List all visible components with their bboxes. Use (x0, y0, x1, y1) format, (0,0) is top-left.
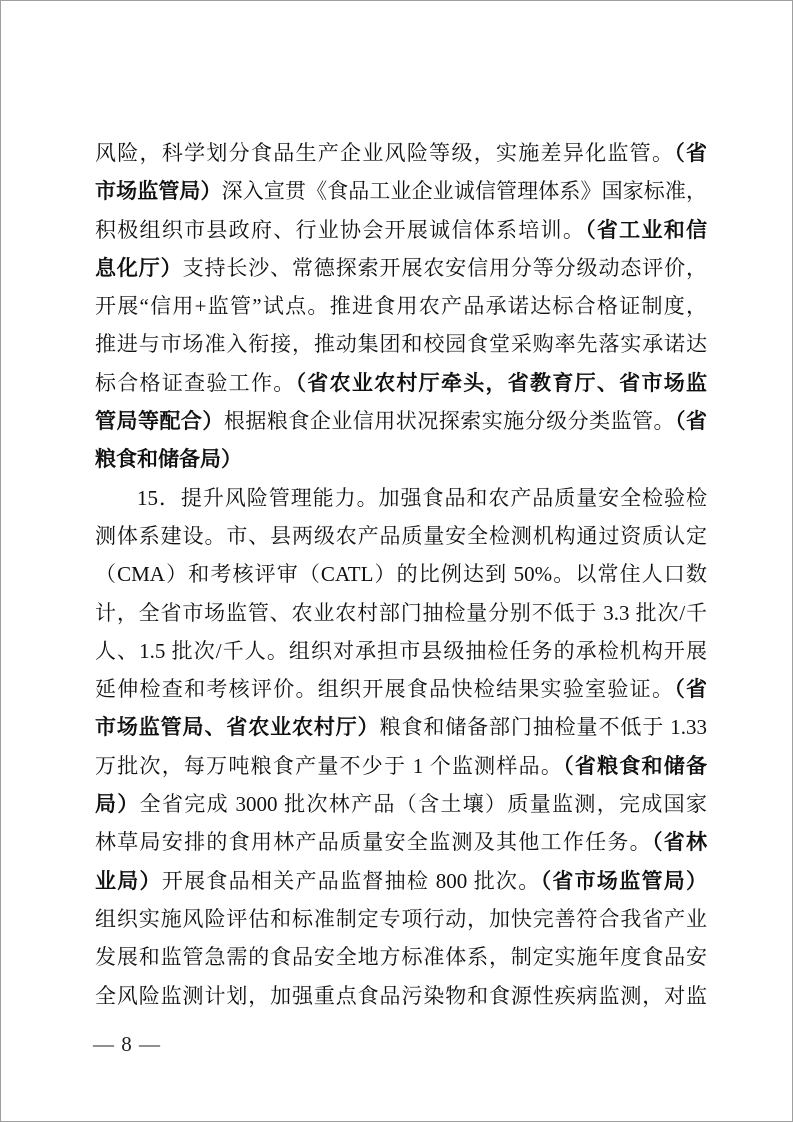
body-text-run: 根据粮食企业信用状况探索实施分级分类监管。 (223, 409, 676, 434)
text-line (95, 900, 707, 938)
body-text-run: 粮食和储备部门抽检量不低于 1.33 (379, 715, 707, 740)
responsible-department-annotation: 管局等配合） (95, 409, 224, 434)
body-text-run: 深入宣贯《食品工业企业诚信管理体系》国家标准， (221, 179, 707, 204)
responsible-department-annotation: 息化厅） (95, 255, 183, 280)
text-line (95, 670, 707, 708)
responsible-department-annotation: （省 (674, 141, 707, 165)
text-line (95, 823, 707, 861)
body-text-run: 全省完成 3000 批次林产品（含土壤）质量监测，完成国家 (139, 792, 707, 817)
responsible-department-annotation: （省农业农村厅牵头，省教育厅、省市场监 (295, 370, 707, 395)
body-text-run: （CMA）和考核评审（CATL）的比例达到 50%。以常住人口数 (95, 562, 707, 587)
text-line (95, 977, 707, 1015)
responsible-department-annotation: （省市场监管局） (540, 868, 707, 893)
responsible-department-annotation: （省 (675, 409, 707, 434)
responsible-department-annotation: 业局） (95, 868, 162, 893)
responsible-department-annotation: （省粮食和储备 (563, 753, 707, 778)
body-text-run: 积极组织市县政府、行业协会开展诚信体系培训。 (95, 217, 586, 242)
text-line (95, 785, 707, 823)
body-text-run: 15．提升风险管理能力。加强食品和农产品质量安全检验检 (137, 485, 707, 510)
responsible-department-annotation: 市场监管局） (95, 179, 222, 204)
text-line (95, 402, 707, 440)
body-text-run: 延伸检查和考核评价。组织开展食品快检结果实验室验证。 (95, 677, 675, 702)
text-line (95, 555, 707, 593)
body-text-run: 万批次，每万吨粮食产量不少于 1 个监测样品。 (95, 753, 564, 778)
text-line (95, 708, 707, 746)
body-text-run: 推进与市场准入衔接，推动集团和校园食堂采购率先落实承诺达 (95, 332, 707, 357)
responsible-department-annotation: 粮食和储备局） (95, 447, 242, 472)
text-line (95, 440, 707, 478)
text-line (95, 211, 707, 249)
text-line (95, 632, 707, 670)
text-line (95, 938, 707, 976)
responsible-department-annotation: 局） (95, 792, 140, 817)
text-line (95, 172, 707, 210)
body-text-run: 开展食品相关产品监督抽检 800 批次。 (161, 868, 541, 893)
text-line (95, 479, 707, 517)
text-line (95, 134, 707, 172)
body-text-run: 人、1.5 批次/千人。组织对承担市县级抽检任务的承检机构开展 (95, 638, 707, 663)
body-text-run: 标合格证查验工作。 (95, 370, 296, 395)
responsible-department-annotation: （省工业和信 (585, 217, 707, 242)
responsible-department-annotation: 市场监管局、省农业农村厅） (95, 715, 380, 740)
page-number: — 8 — (93, 1032, 161, 1056)
body-text-run: 发展和监管急需的食品安全地方标准体系，制定实施年度食品安 (95, 945, 707, 970)
text-line (95, 517, 707, 555)
text-line (95, 747, 707, 785)
document-body (95, 134, 707, 1015)
body-text-run: 支持长沙、常德探索开展农安信用分等分级动态评价， (182, 255, 707, 280)
text-line (95, 594, 707, 632)
text-line (95, 287, 707, 325)
text-line (95, 364, 707, 402)
text-line (95, 862, 707, 900)
text-line (95, 249, 707, 287)
body-text-run: 计，全省市场监管、农业农村部门抽检量分别不低于 3.3 批次/千 (95, 600, 707, 625)
body-text-run: 开展“信用+监管”试点。推进食用农产品承诺达标合格证制度， (95, 294, 707, 319)
body-text-run: 林草局安排的食用林产品质量安全监测及其他工作任务。 (95, 830, 652, 855)
responsible-department-annotation: （省 (674, 677, 707, 702)
body-text-run: 测体系建设。市、县两级农产品质量安全检测机构通过资质认定 (95, 523, 707, 548)
body-text-run: 组织实施风险评估和标准制定专项行动，加快完善符合我省产业 (95, 906, 707, 931)
responsible-department-annotation: （省林 (651, 830, 707, 855)
body-text-run: 全风险监测计划，加强重点食品污染物和食源性疾病监测，对监 (95, 983, 707, 1008)
text-line (95, 325, 707, 363)
body-text-run: 风险，科学划分食品生产企业风险等级，实施差异化监管。 (95, 141, 675, 165)
